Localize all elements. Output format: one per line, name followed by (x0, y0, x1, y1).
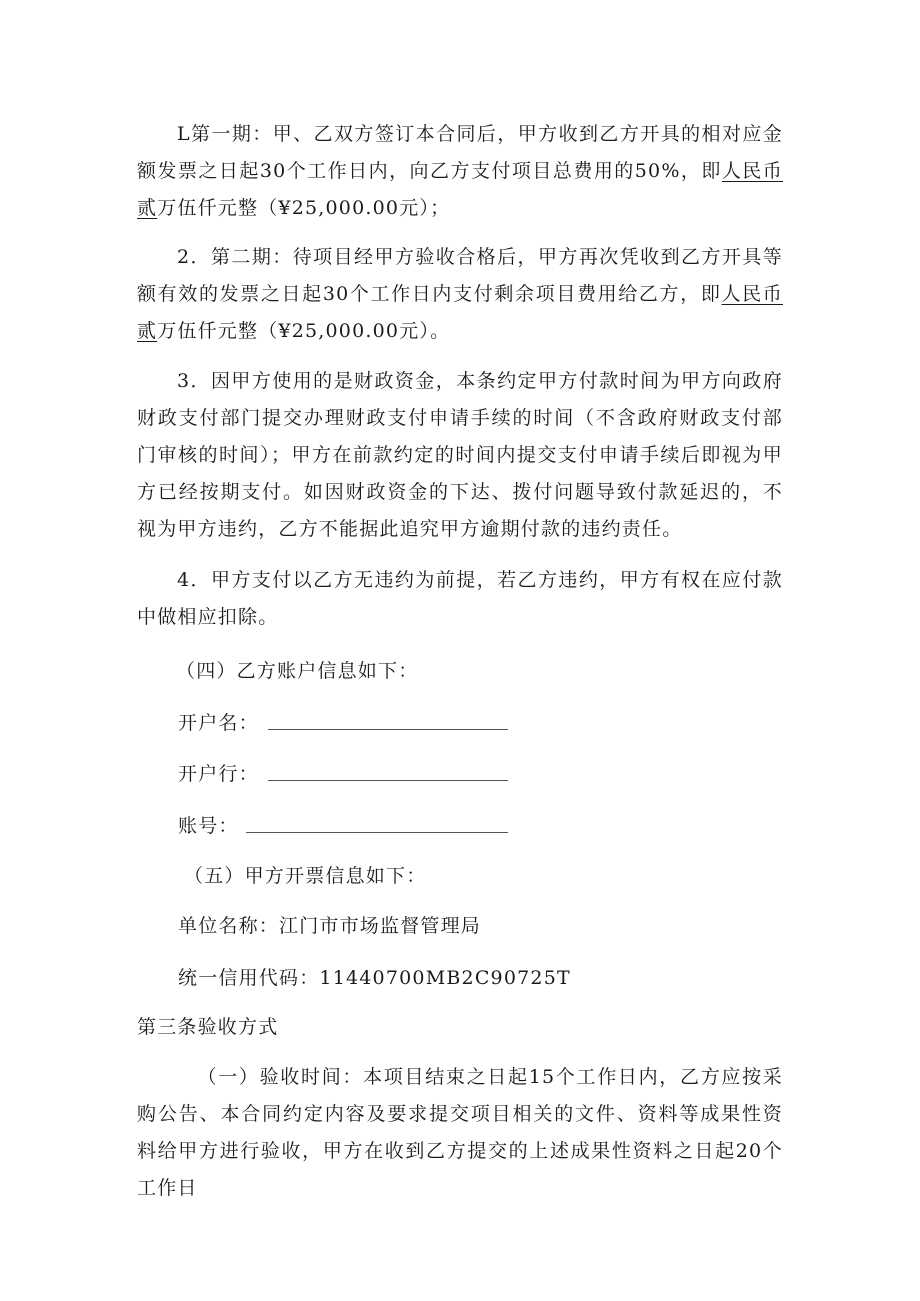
account-heading: （四）乙方账户信息如下： (176, 660, 419, 682)
account-bank-field[interactable] (268, 780, 508, 781)
payment-phase-1-amount-detail: 万伍仟元整（¥25,000.00元）； (157, 197, 451, 219)
account-bank-label: 开户行： (178, 763, 259, 785)
payment-phase-2-text: 2．第二期：待项目经甲方验收合格后，甲方再次凭收到乙方开具等额有效的发票之日起30个工作日内支付剩余项目费用给乙方，即 (137, 246, 783, 305)
payment-phase-1-text: L第一期：甲、乙双方签订本合同后，甲方收到乙方开具的相对应金额发票之日起30个工作日内，向乙方支付项目总费用的50%，即 (137, 123, 783, 182)
payment-phase-2-amount: 人民币贰 (137, 283, 783, 342)
invoice-unit-name: 单位名称：江门市市场监督管理局 (178, 915, 482, 937)
article-3-title: 第三条验收方式 (137, 1016, 279, 1038)
payment-phase-2-amount-detail: 万伍仟元整（¥25,000.00元）。 (157, 320, 451, 342)
payment-clause-4 (137, 562, 783, 636)
article-3-acceptance-time (137, 1059, 783, 1207)
payment-phase-2 (137, 239, 783, 350)
invoice-credit-code: 统一信用代码：11440700MB2C90725T (178, 967, 571, 989)
payment-clause-3-text: 3．因甲方使用的是财政资金，本条约定甲方付款时间为甲方向政府财政支付部门提交办理财政支付申请手续的时间（不含政府财政支付部门审核的时间）；甲方在前款约定的时间内提交支付申请手续后即视为甲方已经按期支付。如因财政资金的下达、拨付问题导致付款延迟的，不视为甲方违约，乙方不能据此追究甲方逾期付款的违约责任。 (137, 370, 783, 540)
account-name-label: 开户名： (178, 712, 259, 734)
payment-clause-3 (137, 363, 783, 548)
payment-phase-1 (137, 116, 783, 227)
payment-clause-4-text: 4．甲方支付以乙方无违约为前提，若乙方违约，甲方有权在应付款中做相应扣除。 (137, 569, 783, 628)
account-name-field[interactable] (268, 729, 508, 730)
article-3-acceptance-time-text: （一）验收时间：本项目结束之日起15个工作日内，乙方应按采购公告、本合同约定内容及要求提交项目相关的文件、资料等成果性资料给甲方进行验收，甲方在收到乙方提交的上述成果性资料之日起20个工作日 (137, 1066, 783, 1199)
payment-phase-1-amount: 人民币贰 (137, 160, 783, 219)
account-number-label: 账号： (178, 815, 239, 837)
invoice-heading: （五）甲方开票信息如下： (184, 865, 427, 887)
account-number-field[interactable] (246, 832, 508, 833)
